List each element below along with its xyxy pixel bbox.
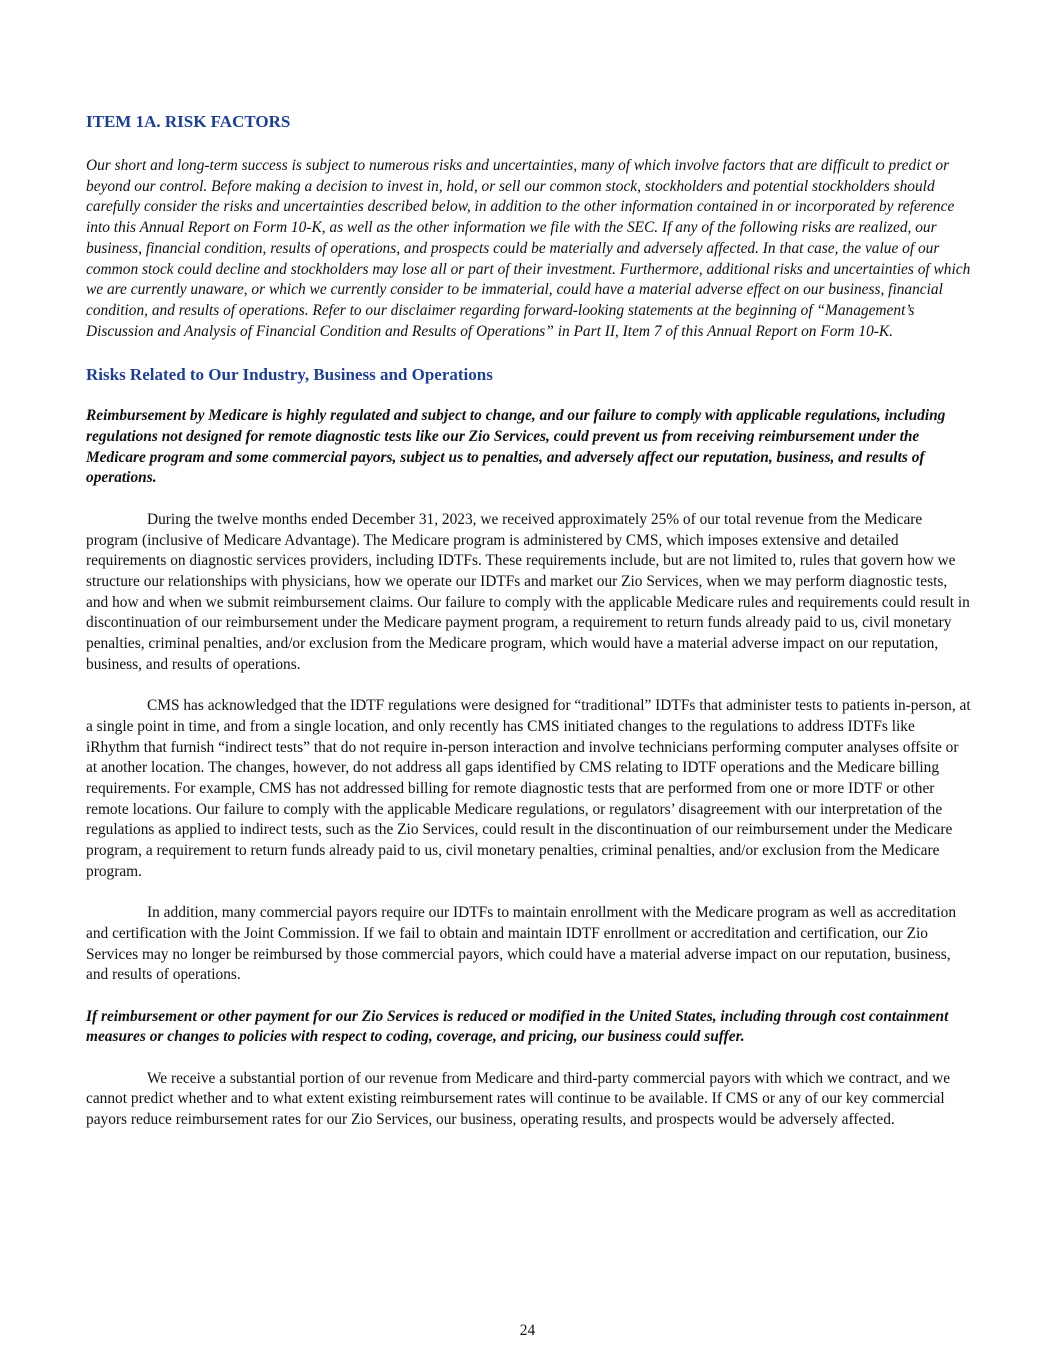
body-paragraph: During the twelve months ended December 31, 2023, we received approximately 25% of our total revenue from the Medicare program (inclusive of Medicare Advantage). The Medicare program is administered by CMS, which imposes extensive and detailed requirements on diagnostic services providers, including IDTFs. These requirements include, but are not limited to, rules that govern how we structure our relationships with physicians, how we operate our IDTFs and market our Zio Services, when we may perform diagnostic tests, and how and when we submit reimbursement claims. Our failure to comply with the applicable Medicare rules and requirements could result in discontinuation of our reimbursement under the Medicare payment program, a requirement to return funds already paid to us, civil monetary penalties, criminal penalties, and/or exclusion from the Medicare program, which would have a material adverse impact on our reputation, business, and results of operations. <box>86 510 970 673</box>
body-paragraph: We receive a substantial portion of our revenue from Medicare and third-party commercial payors with which we contract, and we cannot predict whether and to what extent existing reimbursement rates will continue to be available. If CMS or any of our key commercial payors reduce reimbursement rates for our Zio Services, our business, operating results, and prospects would be adversely affected. <box>86 1069 951 1129</box>
risk-heading-reimbursement: If reimbursement or other payment for our Zio Services is reduced or modified in the United States, including through cost containment measures or changes to policies with respect to coding, coverage, and pricing, our business could suffer. <box>86 1007 949 1046</box>
body-paragraph: CMS has acknowledged that the IDTF regulations were designed for “traditional” IDTFs that administer tests to patients in-person, at a single point in time, and from a single location, and only recently has CMS initiated changes to the regulations to address IDTFs like iRhythm that furnish “indirect tests” that do not require in-person interaction and involve technicians performing computer analyses offsite or at another location. The changes, however, do not address all gaps identified by CMS relating to IDTF operations and the Medicare billing requirements. For example, CMS has not addressed billing for remote diagnostic tests that are performed from one or more IDTF or other remote locations. Our failure to comply with the applicable Medicare regulations, or regulators’ disagreement with our interpretation of the regulations as applied to indirect tests, such as the Zio Services, could result in the discontinuation of our reimbursement under the Medicare program, a requirement to return funds already paid to us, civil monetary penalties, criminal penalties, and/or exclusion from the Medicare program. <box>86 697 971 880</box>
intro-paragraph: Our short and long-term success is subject to numerous risks and uncertainties, many of which involve factors that are difficult to predict or beyond our control. Before making a decision to invest in, hold, or sell our common stock, stockholders and potential stockholders should carefully consider the risks and uncertainties described below, in addition to the other information contained in or incorporated by reference into this Annual Report on Form 10-K, as well as the other information we file with the SEC. If any of the following risks are realized, our business, financial condition, results of operations, and prospects could be materially and adversely affected. In that case, the value of our common stock could decline and stockholders may lose all or part of their investment. Furthermore, additional risks and uncertainties of which we are currently unaware, or which we currently consider to be immaterial, could have a material adverse effect on our business, financial condition, and results of operations. Refer to our disclaimer regarding forward-looking statements at the beginning of “Management’s Discussion and Analysis of Financial Condition and Results of Operations” in Part II, Item 7 of this Annual Report on Form 10-K. <box>86 157 971 340</box>
document-page <box>86 108 971 1152</box>
risk-heading-medicare: Reimbursement by Medicare is highly regulated and subject to change, and our failure to comply with applicable regulations, including regulations not designed for remote diagnostic tests like our Zio Services, could prevent us from receiving reimbursement under the Medicare program and some commercial payors, subject us to penalties, and adversely affect our reputation, business, and results of operations. <box>86 407 946 487</box>
body-paragraph: In addition, many commercial payors require our IDTFs to maintain enrollment with the Medicare program as well as accreditation and certification with the Joint Commission. If we fail to obtain and maintain IDTF enrollment or accreditation and certification, our Zio Services may no longer be reimbursed by those commercial payors, which could have a material adverse impact on our reputation, business, and results of operations. <box>86 904 957 984</box>
section-title: ITEM 1A. RISK FACTORS <box>86 112 291 131</box>
page-number: 24 <box>519 1322 536 1339</box>
subsection-title: Risks Related to Our Industry, Business and Operations <box>86 365 493 385</box>
